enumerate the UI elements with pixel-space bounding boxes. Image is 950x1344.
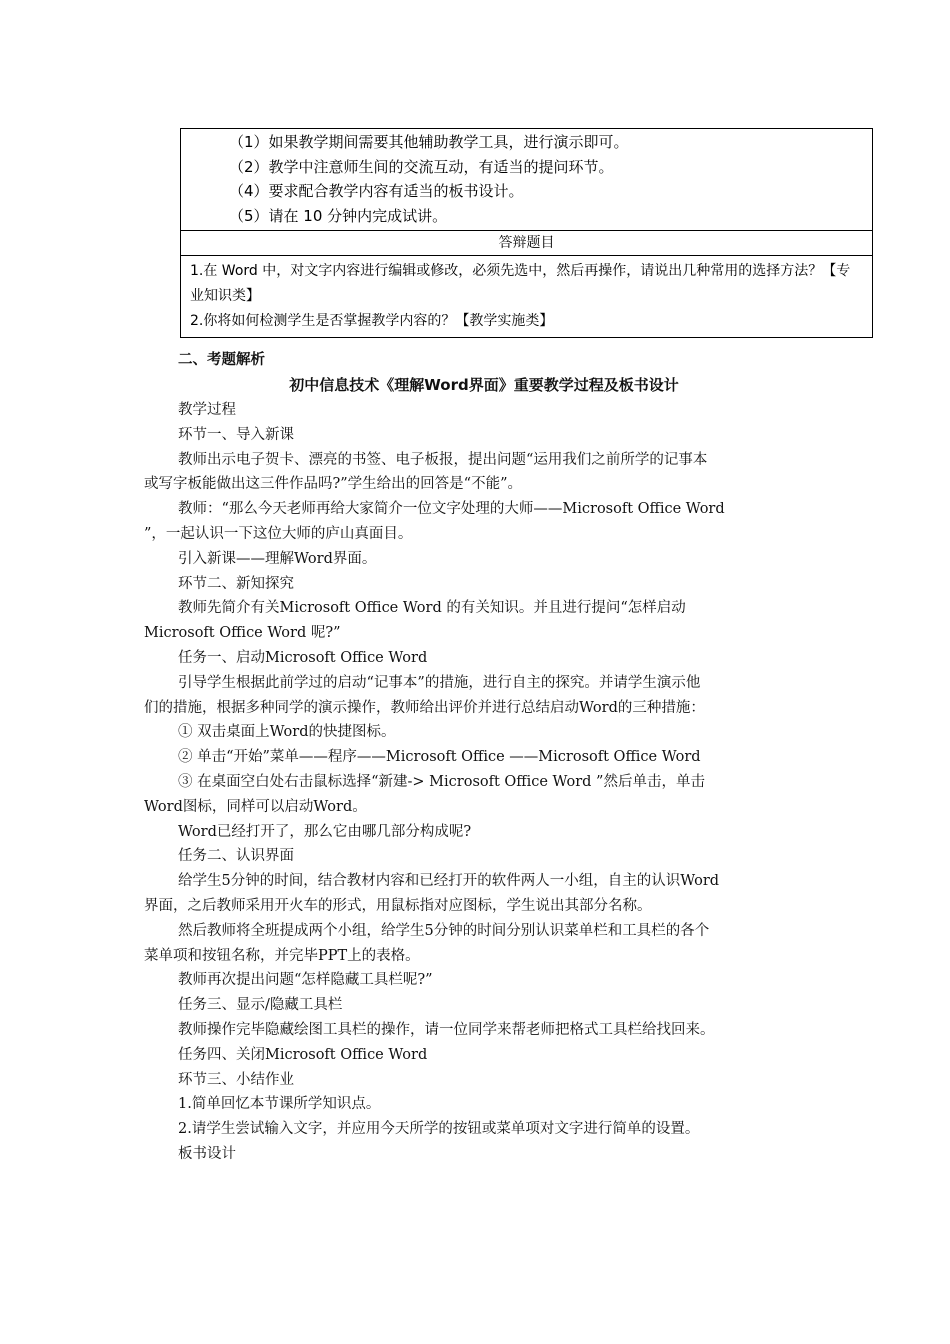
- body-paragraphs: [144, 398, 824, 1167]
- body-line: 教师再次提出问题“怎样隐藏工具栏呢?”: [178, 972, 433, 989]
- body-line: 教学过程: [178, 402, 236, 418]
- body-line: 引入新课——理解Word界面。: [178, 550, 377, 567]
- body-line: ”，一起认识一下这位大师的庐山真面目。: [144, 525, 413, 542]
- section-heading: 二、考题解析: [178, 352, 265, 368]
- requirement-line: （2）教学中注意师生间的交流互动，有适当的提问环节。: [229, 157, 614, 176]
- body-line: 或写字板能做出这三件作品吗?”学生给出的回答是“不能”。: [144, 476, 523, 493]
- requirements-block: [181, 129, 872, 231]
- body-line: 教师先简介有关Microsoft Office Word 的有关知识。并且进行提问“怎样启动: [178, 600, 686, 617]
- body-line: 环节二、新知探究: [178, 575, 294, 592]
- body-line: ③ 在桌面空白处右击鼠标选择“新建-> Microsoft Office Word ”然后单击，单击: [178, 773, 705, 790]
- body-line: 任务二、认识界面: [178, 848, 294, 865]
- requirements-table: [180, 128, 873, 338]
- body-line: 菜单项和按钮名称，并完毕PPT上的表格。: [144, 947, 420, 964]
- document-body: [144, 348, 824, 1167]
- body-line: 环节一、导入新课: [178, 426, 294, 443]
- document-title: 初中信息技术《理解Word界面》重要教学过程及板书设计: [289, 376, 679, 394]
- body-line: 板书设计: [178, 1145, 236, 1162]
- body-line: 教师出示电子贺卡、漂亮的书签、电子板报，提出问题“运用我们之前所学的记事本: [178, 451, 708, 468]
- body-line: 任务四、关闭Microsoft Office Word: [178, 1046, 428, 1063]
- body-line: 们的措施，根据多种同学的演示操作，教师给出评价并进行总结启动Word的三种措施：: [144, 699, 705, 716]
- body-line: 界面，之后教师采用开火车的形式，用鼠标指对应图标，学生说出其部分名称。: [144, 897, 652, 914]
- body-line: 然后教师将全班提成两个小组，给学生5分钟的时间分别认识菜单栏和工具栏的各个: [178, 922, 710, 939]
- body-line: 环节三、小结作业: [178, 1071, 294, 1088]
- body-line: Word已经打开了，那么它由哪几部分构成呢?: [178, 823, 472, 840]
- body-line: 给学生5分钟的时间，结合教材内容和已经打开的软件两人一小组，自主的认识Word: [178, 873, 720, 890]
- qa-body: [181, 256, 872, 337]
- body-line: 2.请学生尝试输入文字，并应用今天所学的按钮或菜单项对文字进行简单的设置。: [178, 1121, 700, 1138]
- body-line: 教师：“那么今天老师再给大家简介一位文字处理的大师——Microsoft Office Word: [178, 501, 725, 518]
- qa-line: 1.在 Word 中，对文字内容进行编辑或修改，必须先选中，然后再操作，请说出几种常用的选择方法？【专: [190, 263, 851, 279]
- body-line: ② 单击“开始”菜单——程序——Microsoft Office ——Microsoft Office Word: [178, 749, 701, 766]
- requirement-line: （4）要求配合教学内容有适当的板书设计。: [229, 182, 524, 200]
- qa-line: 2.你将如何检测学生是否掌握教学内容的？【教学实施类】: [190, 313, 554, 329]
- body-line: 任务一、启动Microsoft Office Word: [178, 649, 428, 666]
- body-line: Microsoft Office Word 呢?”: [144, 625, 341, 642]
- requirement-line: （5）请在 10 分钟内完成试讲。: [229, 206, 448, 225]
- body-line: 1.简单回忆本节课所学知识点。: [178, 1096, 381, 1113]
- body-line: 引导学生根据此前学过的启动“记事本”的措施，进行自主的探究。并请学生演示他: [178, 674, 701, 691]
- body-line: ① 双击桌面上Word的快捷图标。: [178, 724, 396, 741]
- qa-line: 业知识类】: [190, 288, 260, 304]
- qa-header: 答辩题目: [181, 231, 872, 256]
- body-line: 任务三、显示/隐藏工具栏: [178, 997, 343, 1014]
- body-line: Word图标，同样可以启动Word。: [144, 798, 367, 815]
- requirement-line: （1）如果教学期间需要其他辅助教学工具，进行演示即可。: [229, 133, 629, 151]
- body-line: 教师操作完毕隐藏绘图工具栏的操作，请一位同学来帮老师把格式工具栏给找回来。: [178, 1021, 715, 1038]
